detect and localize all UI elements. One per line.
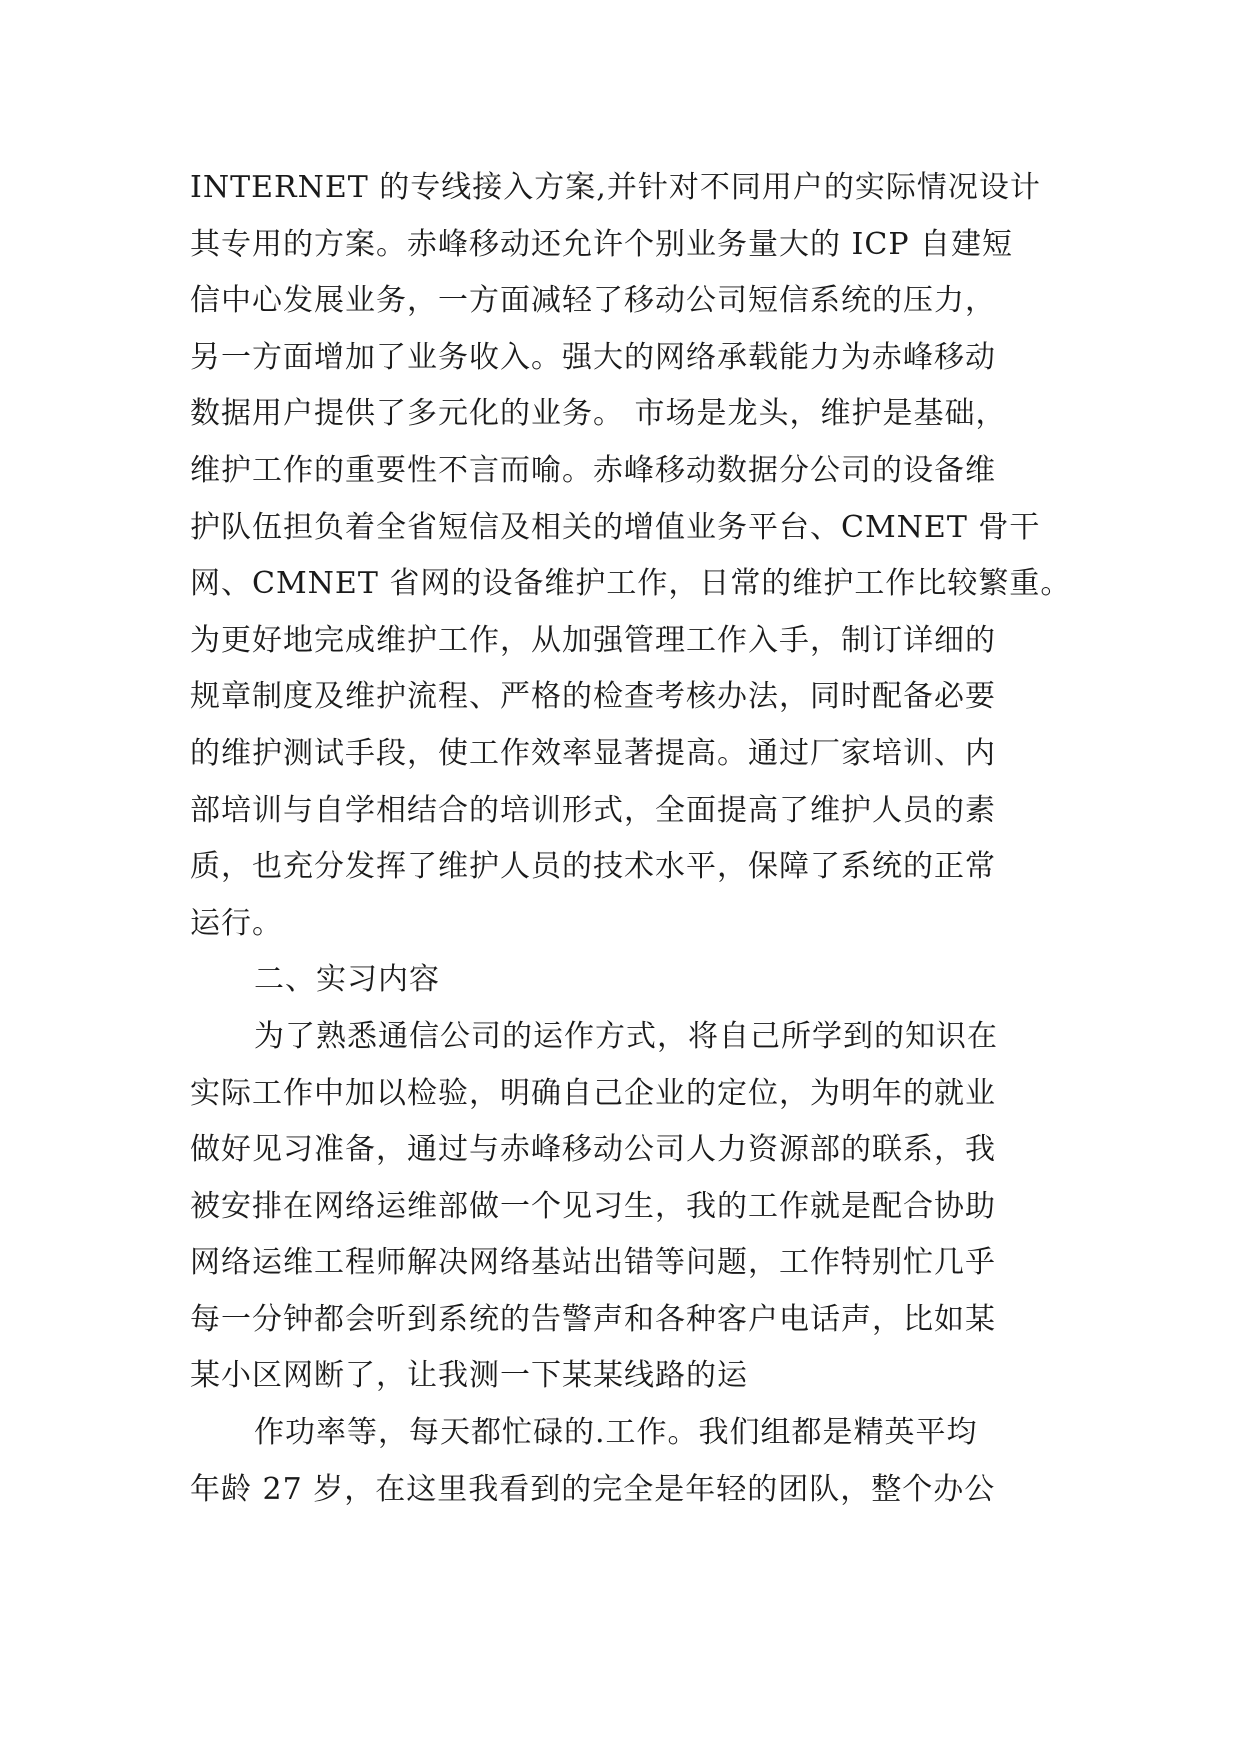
text-line: 运行。 bbox=[190, 905, 283, 941]
text-line: 维护工作的重要性不言而喻。赤峰移动数据分公司的设备维 bbox=[190, 452, 996, 488]
text-line: 被安排在网络运维部做一个见习生，我的工作就是配合协助 bbox=[190, 1188, 996, 1224]
text-line: 年龄 27 岁，在这里我看到的完全是年轻的团队，整个办公 bbox=[190, 1471, 996, 1507]
text-line: 为更好地完成维护工作，从加强管理工作入手，制订详细的 bbox=[190, 622, 996, 658]
text-line: 信中心发展业务，一方面减轻了移动公司短信系统的压力， bbox=[190, 283, 996, 319]
text-line: INTERNET 的专线接入方案,并针对不同用户的实际情况设计 bbox=[190, 170, 1041, 205]
text-line: 每一分钟都会听到系统的告警声和各种客户电话声，比如某 bbox=[190, 1301, 996, 1337]
text-line: 其专用的方案。赤峰移动还允许个别业务量大的 ICP 自建短 bbox=[190, 226, 1014, 262]
text-line: 的维护测试手段，使工作效率显著提高。通过厂家培训、内 bbox=[190, 735, 996, 771]
text-line: 做好见习准备，通过与赤峰移动公司人力资源部的联系，我 bbox=[190, 1132, 996, 1168]
text-line: 数据用户提供了多元化的业务。 市场是龙头，维护是基础， bbox=[190, 396, 1007, 432]
text-line: 作功率等，每天都忙碌的.工作。我们组都是精英平均 bbox=[254, 1415, 978, 1451]
text-line: 质，也充分发挥了维护人员的技术水平，保障了系统的正常 bbox=[190, 849, 996, 885]
body-text bbox=[190, 160, 1070, 1518]
text-line: 网、CMNET 省网的设备维护工作，日常的维护工作比较繁重。 bbox=[190, 566, 1072, 602]
text-line: 实际工作中加以检验，明确自己企业的定位，为明年的就业 bbox=[190, 1075, 996, 1111]
text-line: 另一方面增加了业务收入。强大的网络承载能力为赤峰移动 bbox=[190, 339, 996, 375]
text-line: 规章制度及维护流程、严格的检查考核办法，同时配备必要 bbox=[190, 679, 996, 715]
text-line: 网络运维工程师解决网络基站出错等问题，工作特别忙几乎 bbox=[190, 1245, 996, 1281]
text-line: 护队伍担负着全省短信及相关的增值业务平台、CMNET 骨干 bbox=[190, 509, 1041, 545]
text-line: 为了熟悉通信公司的运作方式，将自己所学到的知识在 bbox=[254, 1018, 998, 1054]
section-heading: 二、实习内容 bbox=[254, 962, 440, 998]
text-line: 某小区网断了，让我测一下某某线路的运 bbox=[190, 1358, 748, 1394]
text-line: 部培训与自学相结合的培训形式，全面提高了维护人员的素 bbox=[190, 792, 996, 828]
